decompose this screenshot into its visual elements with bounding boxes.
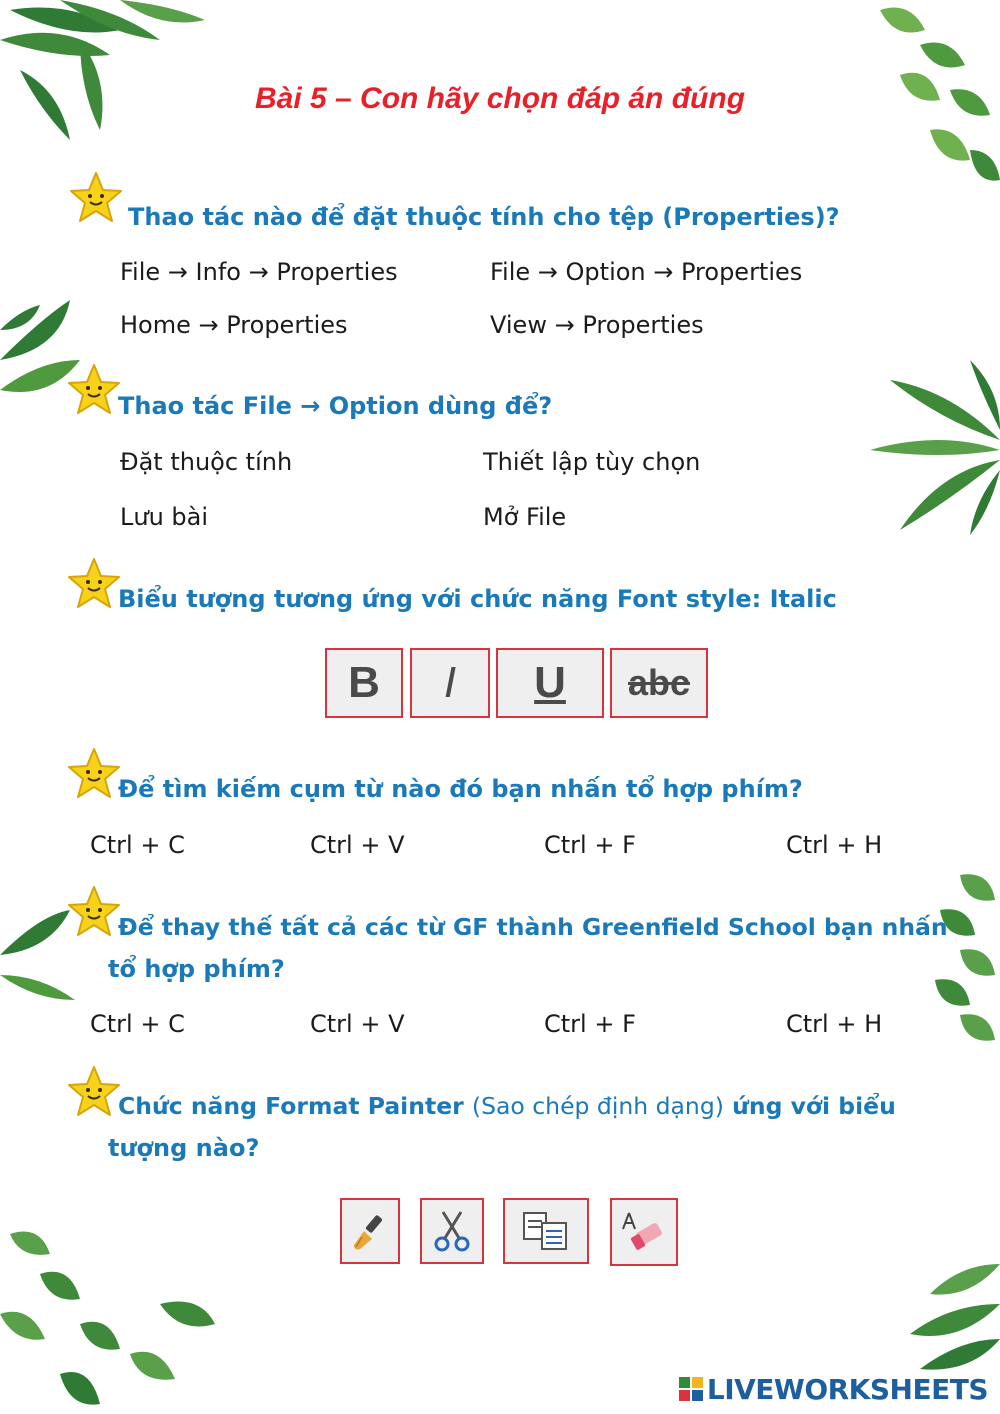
question-6-text-line-2: tượng nào? bbox=[108, 1134, 260, 1162]
cut-icon[interactable] bbox=[420, 1198, 484, 1264]
question-2-option-c[interactable]: Lưu bài bbox=[120, 503, 209, 531]
strikethrough-icon-glyph: abc bbox=[627, 662, 691, 703]
question-5-option-c[interactable]: Ctrl + F bbox=[544, 1010, 636, 1038]
star-icon bbox=[66, 884, 122, 940]
bold-icon-glyph: B bbox=[348, 658, 380, 707]
question-5-option-a[interactable]: Ctrl + C bbox=[90, 1010, 185, 1038]
italic-icon-glyph: I bbox=[443, 658, 457, 707]
star-icon bbox=[66, 746, 122, 802]
clear-formatting-icon-glyph bbox=[621, 1209, 667, 1255]
leaf-decoration-bottom-left bbox=[0, 1214, 230, 1414]
question-5-text-line-1: Để thay thế tất cả các từ GF thành Greenfield School bạn nhấn bbox=[118, 913, 948, 941]
star-icon bbox=[66, 1064, 122, 1120]
question-1-option-b[interactable]: File → Option → Properties bbox=[490, 258, 803, 286]
brand-name: LIVEWORKSHEETS bbox=[706, 1372, 988, 1406]
star-icon bbox=[66, 556, 122, 612]
question-6-bold-part: Chức năng Format Painter bbox=[118, 1092, 464, 1120]
question-1-option-c[interactable]: Home → Properties bbox=[120, 311, 348, 339]
bold-icon[interactable] bbox=[325, 648, 403, 718]
question-4-option-b[interactable]: Ctrl + V bbox=[310, 831, 405, 859]
page-title: Bài 5 – Con hãy chọn đáp án đúng bbox=[254, 82, 746, 115]
question-4-option-a[interactable]: Ctrl + C bbox=[90, 831, 185, 859]
question-2-text: Thao tác File → Option dùng để? bbox=[118, 392, 553, 420]
question-4-text: Để tìm kiếm cụm từ nào đó bạn nhấn tổ hợp phím? bbox=[118, 775, 803, 803]
question-1-text: Thao tác nào để đặt thuộc tính cho tệp (Properties)? bbox=[128, 203, 840, 231]
underline-icon-glyph: U bbox=[534, 658, 566, 707]
brand-logo bbox=[679, 1372, 988, 1406]
question-2-option-d[interactable]: Mở File bbox=[483, 503, 567, 531]
liveworksheets-logo-icon bbox=[679, 1377, 703, 1401]
star-icon bbox=[66, 362, 122, 418]
leaf-decoration-right-lower bbox=[900, 865, 1000, 1055]
cut-icon-glyph bbox=[429, 1208, 475, 1254]
underline-icon[interactable] bbox=[496, 648, 604, 718]
leaf-decoration-bottom-right bbox=[850, 1244, 1000, 1374]
question-2-option-a[interactable]: Đặt thuộc tính bbox=[120, 448, 293, 476]
format-painter-icon[interactable] bbox=[340, 1198, 400, 1264]
leaf-decoration-top-left bbox=[0, 0, 230, 160]
format-painter-icon-glyph bbox=[348, 1209, 392, 1253]
leaf-decoration-right-middle bbox=[850, 360, 1000, 540]
question-1-option-a[interactable]: File → Info → Properties bbox=[120, 258, 398, 286]
question-2-option-b[interactable]: Thiết lập tùy chọn bbox=[483, 448, 701, 476]
clear-formatting-icon[interactable] bbox=[610, 1198, 678, 1266]
star-icon bbox=[68, 170, 124, 226]
question-4-option-d[interactable]: Ctrl + H bbox=[786, 831, 883, 859]
question-6-text-line-1 bbox=[118, 1092, 896, 1120]
question-1-option-d[interactable]: View → Properties bbox=[490, 311, 704, 339]
question-5-option-b[interactable]: Ctrl + V bbox=[310, 1010, 405, 1038]
question-3-text: Biểu tượng tương ứng với chức năng Font style: Italic bbox=[118, 585, 837, 613]
question-4-option-c[interactable]: Ctrl + F bbox=[544, 831, 636, 859]
question-5-text-line-2: tổ hợp phím? bbox=[108, 955, 285, 983]
strikethrough-icon[interactable] bbox=[610, 648, 708, 718]
question-6-normal-part: (Sao chép định dạng) bbox=[471, 1092, 724, 1120]
copy-icon-glyph bbox=[518, 1209, 574, 1253]
question-6-bold-part-2: ứng với biểu bbox=[732, 1092, 896, 1120]
question-5-option-d[interactable]: Ctrl + H bbox=[786, 1010, 883, 1038]
italic-icon[interactable] bbox=[410, 648, 490, 718]
copy-icon[interactable] bbox=[503, 1198, 589, 1264]
